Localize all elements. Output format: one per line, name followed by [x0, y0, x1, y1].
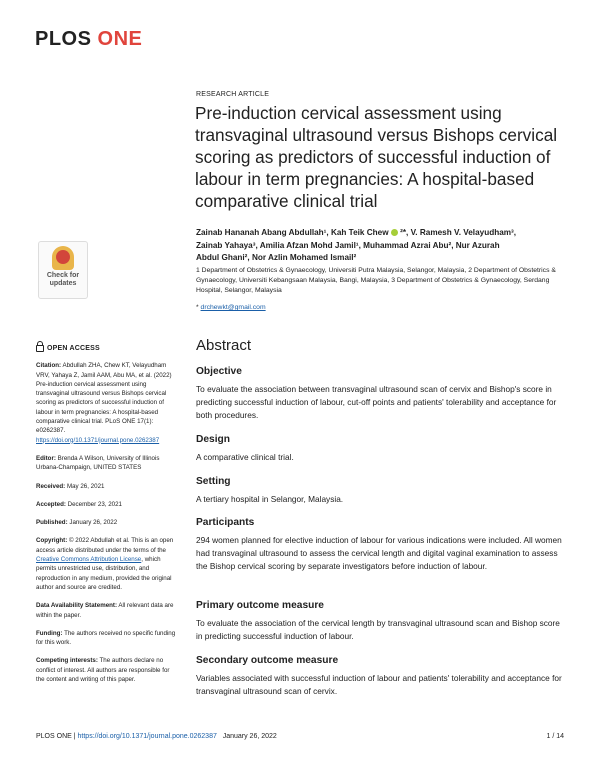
footer-page-number: 1 / 14	[546, 733, 564, 740]
participants-section	[196, 517, 564, 574]
open-lock-icon	[36, 345, 44, 352]
check-updates-line1: Check for	[46, 272, 80, 279]
published	[36, 518, 178, 527]
footer-left	[36, 733, 277, 740]
authors-line1b: ²*, V. Ramesh V. Velayudham³,	[400, 228, 517, 237]
article-info-sidebar	[36, 344, 178, 693]
funding-text: The authors received no specific funding for this work.	[36, 629, 176, 647]
published-label: Published:	[36, 519, 68, 527]
setting-section	[196, 476, 564, 506]
primary-outcome-heading: Primary outcome measure	[196, 600, 324, 611]
accepted-text: December 23, 2021	[65, 500, 122, 508]
logo-plos: PLOS	[35, 28, 92, 50]
citation-text: Abdullah ZHA, Chew KT, Velayudham VRV, Yahaya Z, Jamil AAM, Abu MA, et al. (2022) Pre-induction cervical assessment using transvaginal ultrasound versus Bishops cervical scoring as predictors of successful induction of labour in term pregnancies: A hospital-based comparative clinical trial. PLoS ONE 17(1): e0262387.	[36, 362, 172, 435]
funding-label: Funding:	[36, 629, 63, 637]
check-for-updates-badge[interactable]	[38, 241, 88, 299]
editor-text: Brenda A Wilson, University of Illinois Urbana-Champaign, UNITED STATES	[36, 454, 160, 472]
objective-text: To evaluate the association between transvaginal ultrasound scan of cervix and Bishop's score in predicting successful induction of labour, cut-off points and patients' tolerability and acceptance for both procedures.	[196, 384, 557, 421]
abstract-heading: Abstract	[196, 337, 252, 354]
received-label: Received:	[36, 482, 66, 490]
editor-label: Editor:	[36, 454, 56, 462]
logo-one: ONE	[97, 28, 143, 50]
corresponding-email	[196, 304, 266, 311]
accepted-label: Accepted:	[36, 500, 66, 508]
footer-date: January 26, 2022	[222, 733, 277, 740]
data-availability	[36, 601, 178, 620]
copyright-text-2: , which permits unrestricted use, distribution, and reproduction in any medium, provided the original author and source are credited.	[36, 556, 172, 591]
secondary-outcome-section	[196, 655, 564, 698]
competing-interests-label: Competing interests:	[36, 657, 98, 665]
footer-doi-link[interactable]: https://doi.org/10.1371/journal.pone.0262387	[77, 733, 217, 740]
design-heading: Design	[196, 434, 230, 445]
article-type: RESEARCH ARTICLE	[196, 91, 270, 98]
participants-heading: Participants	[196, 517, 255, 528]
data-availability-label: Data Availability Statement:	[36, 602, 118, 610]
footer-journal: PLOS ONE	[36, 733, 72, 740]
authors-line3: Abdul Ghani², Nor Azlin Mohamed Ismail²	[196, 253, 357, 262]
competing-interests-text: The authors declare no conflict of interest. All authors are responsible for the content and writing of this paper.	[36, 657, 170, 684]
email-marker: *	[196, 304, 199, 311]
open-access-label	[36, 344, 178, 353]
author-list	[196, 227, 556, 265]
participants-text: 294 women planned for elective induction of labour for various indications were included. All women had transvaginal ultrasound to assess the cervical length and digital vaginal examination to assess the Bishop cervical scoring by separate investigators before induction of labour.	[196, 535, 562, 572]
data-availability-text: All relevant data are within the paper.	[36, 602, 174, 619]
competing-interests	[36, 656, 178, 684]
email-link[interactable]: drchewkt@gmail.com	[200, 304, 266, 311]
citation-label: Citation:	[36, 362, 62, 370]
setting-text: A tertiary hospital in Selangor, Malaysia.	[196, 494, 344, 504]
copyright-label: Copyright:	[36, 537, 68, 545]
objective-heading: Objective	[196, 366, 242, 377]
primary-outcome-text: To evaluate the association of the cervical length by transvaginal ultrasound scan and Bishop score in predicting successful induction of labour.	[196, 618, 560, 642]
article-title: Pre-induction cervical assessment using transvaginal ultrasound versus Bishops cervical scoring as predictors of successful induction of labour in term pregnancies: A hospital-based comparative clinical trial	[195, 103, 558, 211]
received	[36, 482, 178, 491]
secondary-outcome-text: Variables associated with successful induction of labour and patients' tolerability and acceptance for transvaginal ultrasound scan of cervix.	[196, 673, 562, 697]
affiliations: 1 Department of Obstetrics & Gynaecology, Universiti Putra Malaysia, Selangor, Malaysia, 2 Department of Obstetrics & Gynaecology, Universiti Kebangsaan Malaysia, Bangi, Malaysia, 3 Department of Obstetrics & Gynaecology, Serdang Hospital, Selangor, Malaysia	[196, 267, 556, 295]
design-text: A comparative clinical trial.	[196, 452, 294, 462]
editor	[36, 454, 178, 473]
check-updates-icon	[52, 246, 74, 270]
copyright	[36, 536, 178, 592]
received-text: May 26, 2021	[65, 482, 105, 490]
citation-doi-link[interactable]: https://doi.org/10.1371/journal.pone.0262387	[36, 436, 160, 444]
objective-section	[196, 366, 564, 423]
authors-line1: Zainab Hananah Abang Abdullah¹, Kah Teik Chew	[196, 228, 389, 237]
copyright-text-1: © 2022 Abdullah et al. This is an open access article distributed under the terms of the	[36, 537, 174, 554]
accepted	[36, 500, 178, 509]
footer-separator: |	[71, 733, 78, 740]
primary-outcome-section	[196, 600, 564, 643]
funding	[36, 629, 178, 648]
check-updates-line2: updates	[49, 280, 77, 287]
design-section	[196, 434, 564, 464]
page-footer	[36, 733, 564, 740]
authors-line2: Zainab Yahaya³, Amilia Afzan Mohd Jamil¹, Muhammad Azrai Abu², Nur Azurah	[196, 240, 500, 250]
secondary-outcome-heading: Secondary outcome measure	[196, 655, 339, 666]
orcid-icon[interactable]	[391, 229, 398, 236]
license-link[interactable]: Creative Commons Attribution License	[36, 556, 142, 564]
published-text: January 26, 2022	[67, 519, 118, 527]
setting-heading: Setting	[196, 476, 231, 487]
open-access-text: OPEN ACCESS	[47, 345, 100, 352]
citation	[36, 361, 178, 445]
journal-logo	[35, 28, 142, 51]
